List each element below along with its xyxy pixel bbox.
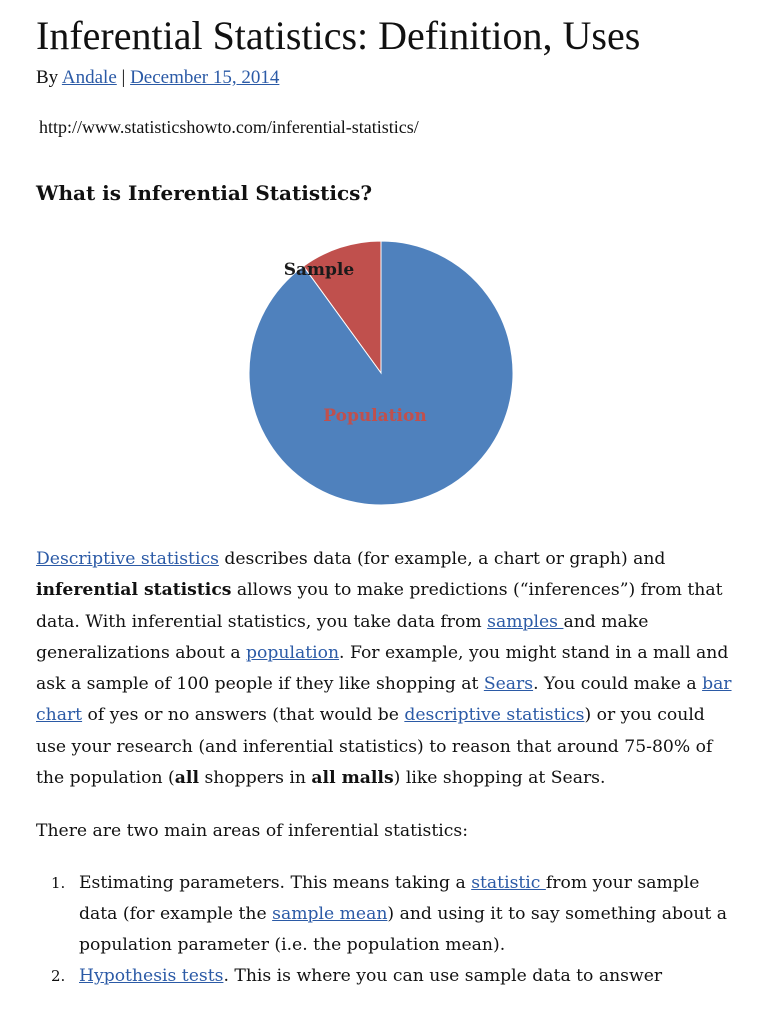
byline <box>36 65 279 91</box>
pie-slice-population <box>249 241 513 505</box>
list-number: 2. <box>51 967 66 985</box>
bold-all-malls: all malls <box>311 768 394 789</box>
areas-list <box>36 868 736 992</box>
link-population[interactable]: population <box>246 642 340 663</box>
areas-paragraph: There are two main areas of inferential statistics: <box>36 821 469 841</box>
link-descriptive-statistics-2[interactable]: descriptive statistics <box>404 705 585 726</box>
link-hypothesis-tests[interactable]: Hypothesis tests <box>79 966 224 986</box>
date-link[interactable]: December 15, 2014 <box>130 67 280 88</box>
list-item <box>36 868 736 961</box>
by-label: By <box>36 67 59 88</box>
pie-label-sample: Sample <box>283 260 355 280</box>
text: . You could make a <box>533 674 703 695</box>
link-bar-chart[interactable]: bar chart <box>36 674 732 726</box>
text: ) and using it to say something about a population parameter (i.e. the population mean). <box>79 904 728 955</box>
list-item <box>36 961 736 992</box>
link-sample-mean[interactable]: sample mean <box>272 904 388 924</box>
text: Estimating parameters. This means taking a <box>79 873 472 893</box>
source-url: http://www.statisticshowto.com/inferential-statistics/ <box>39 117 419 137</box>
link-descriptive-statistics[interactable]: Descriptive statistics <box>36 549 219 569</box>
text: allows you to make predictions (“inferences”) from that data. With inferential statistics, you take data from <box>36 580 723 632</box>
text: describes data (for example, a chart or graph) and <box>218 549 666 569</box>
intro-paragraph <box>36 544 736 794</box>
text: . For example, you might stand in a mall and ask a sample of 100 people if they like shopping at <box>36 642 729 695</box>
article-title: Inferential Statistics: Definition, Uses <box>36 13 641 58</box>
link-sears[interactable]: Sears <box>483 674 534 695</box>
link-statistic[interactable]: statistic <box>471 873 546 893</box>
text: . This is where you can use sample data to answer <box>223 966 663 986</box>
text: shoppers in <box>198 768 312 789</box>
text: ) like shopping at Sears. <box>393 768 606 789</box>
author-link[interactable]: Andale <box>61 67 117 88</box>
link-samples[interactable]: samples <box>487 611 564 632</box>
byline-separator: | <box>121 67 126 88</box>
pie-chart <box>240 228 525 518</box>
list-number: 1. <box>51 874 66 892</box>
pie-label-population: Population <box>323 406 427 426</box>
bold-all: all <box>174 768 199 789</box>
text: from your sample data (for example the <box>79 873 700 924</box>
text: ) or you could use your research (and inferential statistics) to reason that around 75-80% of the population ( <box>36 705 713 789</box>
bold-inferential-statistics: inferential statistics <box>36 580 232 601</box>
section-heading: What is Inferential Statistics? <box>36 181 373 205</box>
text: and make generalizations about a <box>36 611 649 663</box>
text: of yes or no answers (that would be <box>82 705 405 726</box>
